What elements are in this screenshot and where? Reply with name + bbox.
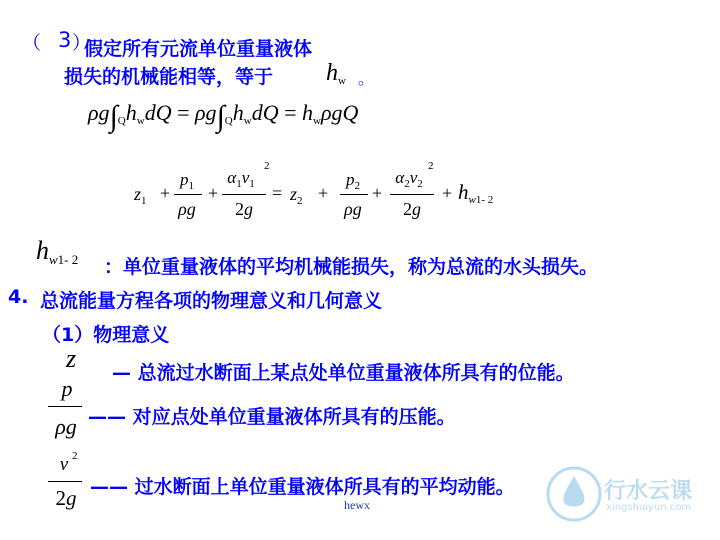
hw12-definition: ：单位重量液体的平均机械能损失，称为总流的水头损失。 [104, 256, 599, 278]
term-v-exponent: 2 [72, 450, 78, 462]
watermark-url: xingshuiyun.com [606, 502, 692, 513]
section3-line2: 损失的机械能相等，等于 [64, 66, 274, 88]
term-z-desc: — 总流过水断面上某点处单位重量液体所具有的位能。 [112, 362, 575, 384]
section3-paren-close: ） [72, 32, 92, 54]
subsection1-label: （1）物理意义 [42, 324, 170, 346]
watermark-title: 行水云课 [604, 479, 693, 504]
term-v-fraction-bar [48, 481, 82, 482]
hw-symbol-inline: $h_w$ [326, 60, 346, 87]
water-drop-icon [542, 462, 606, 522]
integral-equation: $\rho g\int_Qh_wdQ = \rho g\int_Qh_wdQ = h_w\rho gQ$ [88, 100, 359, 133]
section3-period: 。 [358, 69, 375, 88]
section3-line1: 假定所有元流单位重量液体 [84, 38, 313, 60]
watermark-logo [542, 462, 720, 522]
section4-title: 总流能量方程各项的物理意义和几何意义 [40, 290, 383, 312]
term-p-denominator: ρg [55, 414, 77, 439]
footer-author: hewx [344, 498, 370, 512]
term-p-desc: —— 对应点处单位重量液体所具有的压能。 [88, 406, 456, 428]
section3-number: 3 [58, 28, 72, 52]
section3-paren-open: （ [22, 32, 42, 54]
term-z-symbol: z [66, 344, 77, 373]
term-v-desc: —— 过水断面上单位重量液体所具有的平均动能。 [90, 476, 515, 498]
term-p-fraction-bar [48, 406, 82, 407]
hw12-symbol: hw1- 2 [36, 236, 79, 267]
term-p-numerator: p [61, 376, 73, 401]
term-v-numerator: v [59, 454, 69, 475]
section4-number: 4. [8, 286, 29, 308]
term-v-denominator: 2g [55, 486, 77, 510]
